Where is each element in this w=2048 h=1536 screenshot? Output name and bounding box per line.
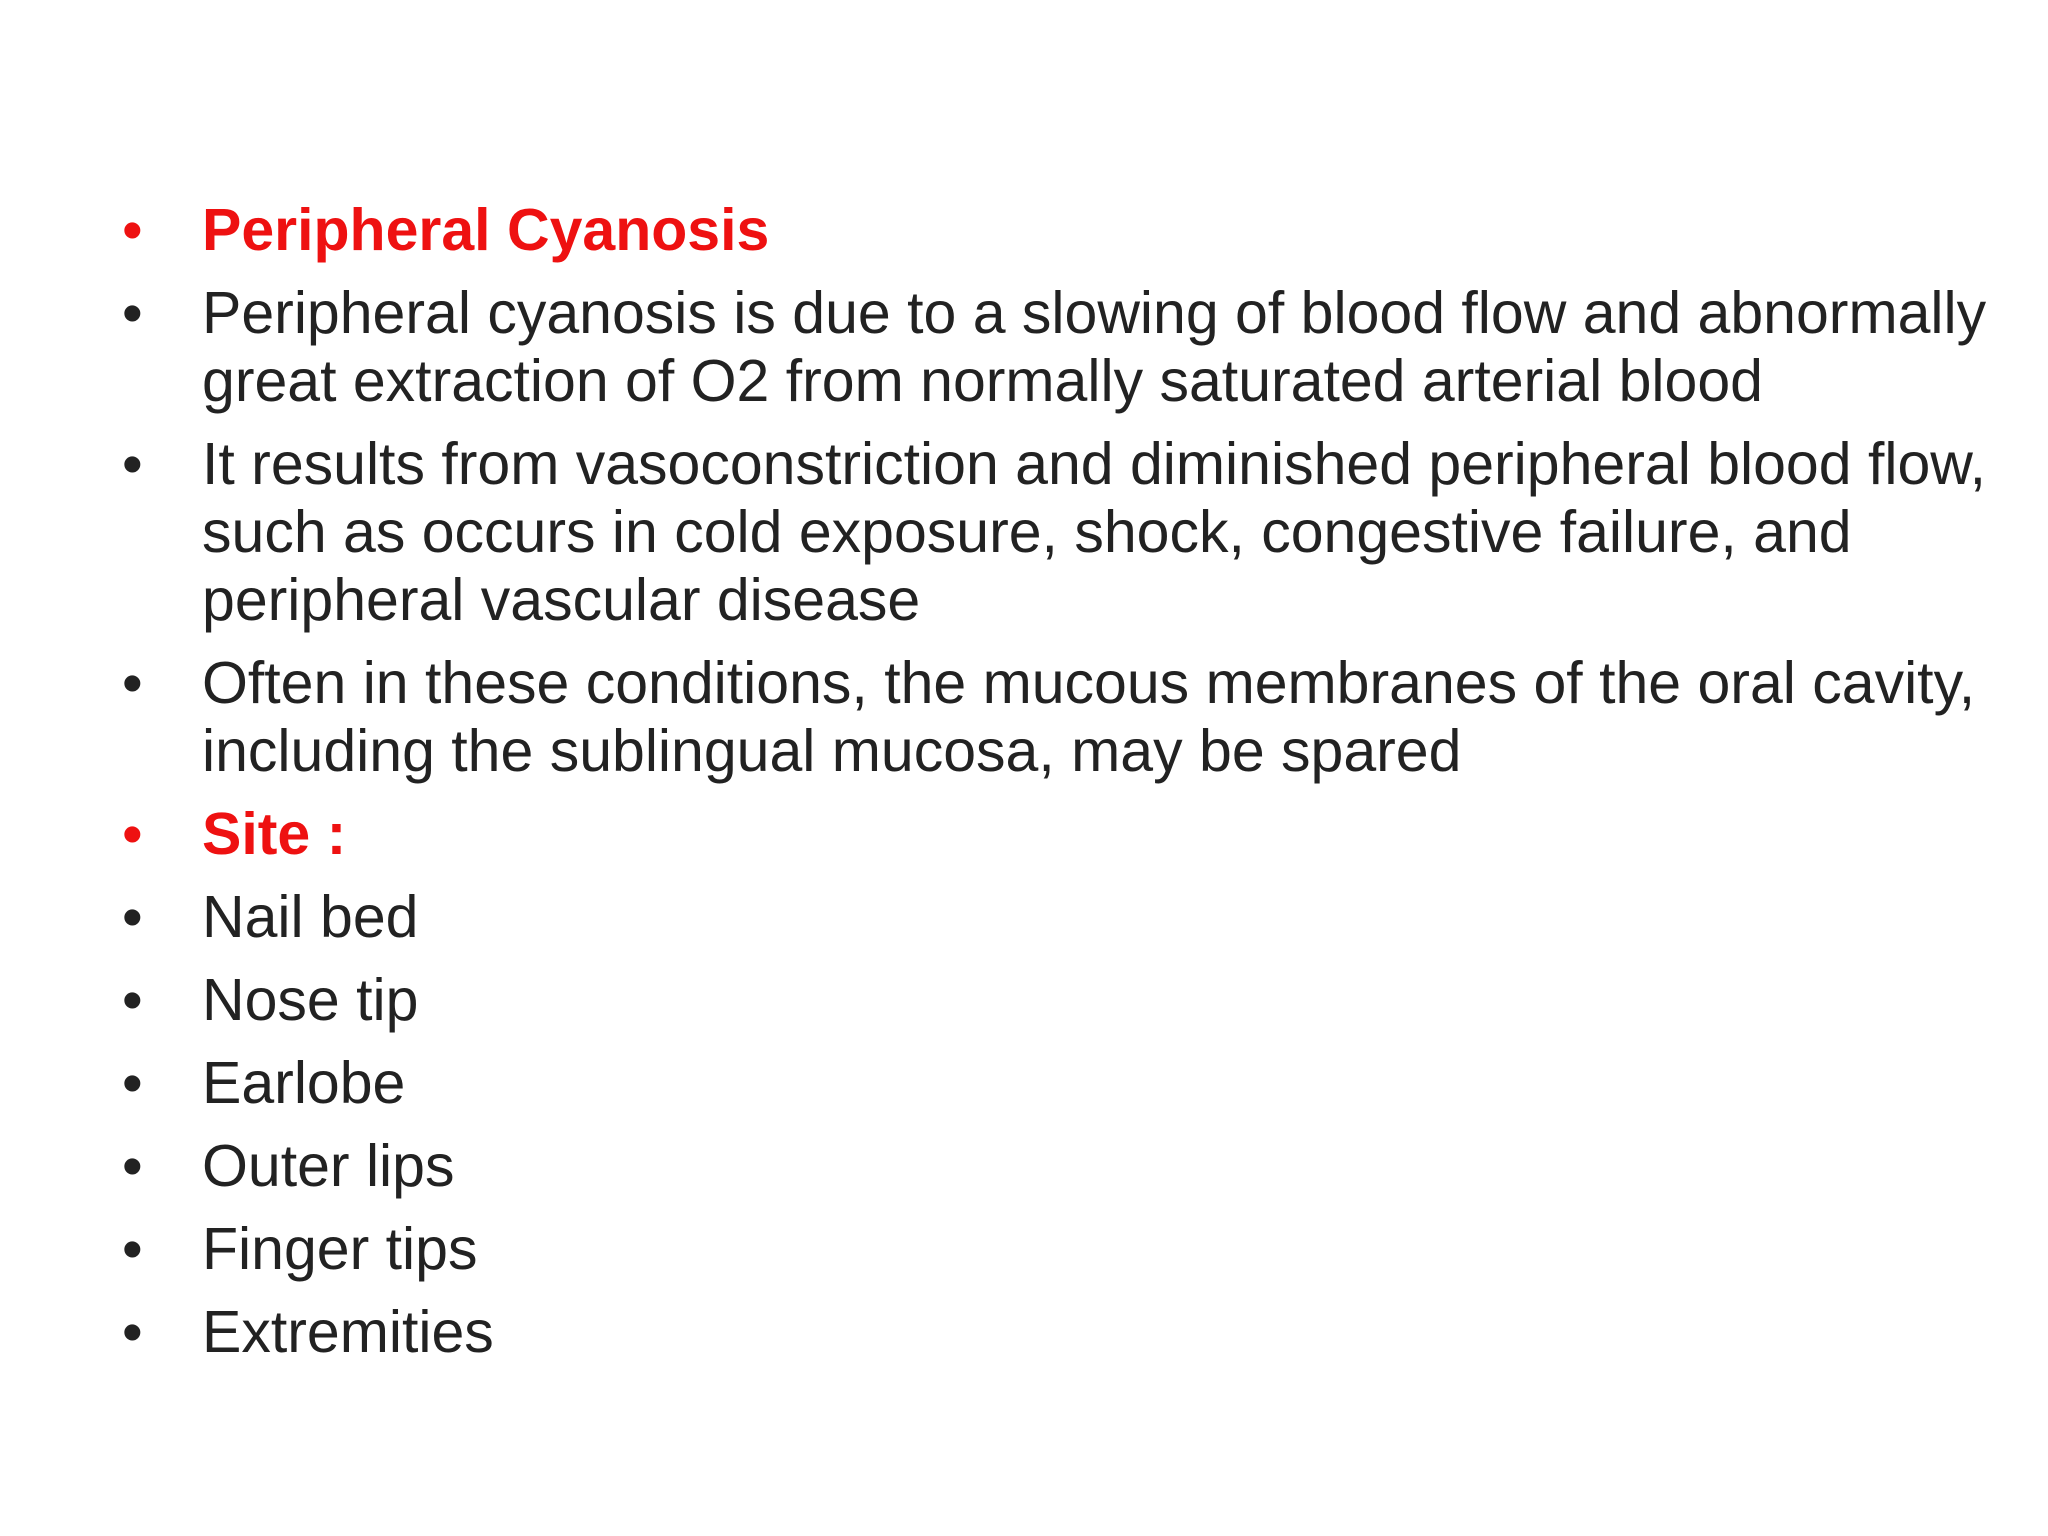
bullet-text: Peripheral Cyanosis <box>202 197 770 263</box>
bullet-text: Finger tips <box>202 1216 478 1282</box>
bullet-site-extremities <box>122 1298 2002 1366</box>
heading-peripheral-cyanosis <box>122 196 2002 264</box>
bullet-mucous-membranes <box>122 649 2002 785</box>
bullet-site-finger-tips <box>122 1215 2002 1283</box>
bullet-dot: • <box>122 1133 143 1199</box>
bullet-dot: • <box>122 1299 143 1365</box>
bullet-dot: • <box>122 280 143 346</box>
bullet-text: Peripheral cyanosis is due to a slowing of blood flow and abnormally great extraction of O2 from normally saturated arterial blood <box>202 280 1987 414</box>
bullet-dot: • <box>122 1050 143 1116</box>
bullet-dot: • <box>122 801 143 867</box>
heading-site <box>122 800 2002 868</box>
bullet-dot: • <box>122 884 143 950</box>
bullet-text: Nose tip <box>202 967 419 1033</box>
bullet-text: Earlobe <box>202 1050 406 1116</box>
bullet-text: Nail bed <box>202 884 419 950</box>
bullet-site-earlobe <box>122 1049 2002 1117</box>
bullet-results <box>122 430 2002 634</box>
bullet-dot: • <box>122 967 143 1033</box>
bullet-text: Site : <box>202 801 347 867</box>
bullet-dot: • <box>122 431 143 497</box>
bullet-text: Extremities <box>202 1299 494 1365</box>
bullet-list <box>122 196 2002 1381</box>
bullet-text: Often in these conditions, the mucous membranes of the oral cavity, including the sublingual mucosa, may be spared <box>202 650 1976 784</box>
bullet-text: Outer lips <box>202 1133 455 1199</box>
bullet-dot: • <box>122 1216 143 1282</box>
bullet-text: It results from vasoconstriction and diminished peripheral blood flow, such as occurs in cold exposure, shock, congestive failure, and peripheral vascular disease <box>202 431 1987 633</box>
bullet-dot: • <box>122 197 143 263</box>
bullet-site-nail-bed <box>122 883 2002 951</box>
bullet-dot: • <box>122 650 143 716</box>
bullet-cause <box>122 279 2002 415</box>
bullet-site-outer-lips <box>122 1132 2002 1200</box>
bullet-site-nose-tip <box>122 966 2002 1034</box>
